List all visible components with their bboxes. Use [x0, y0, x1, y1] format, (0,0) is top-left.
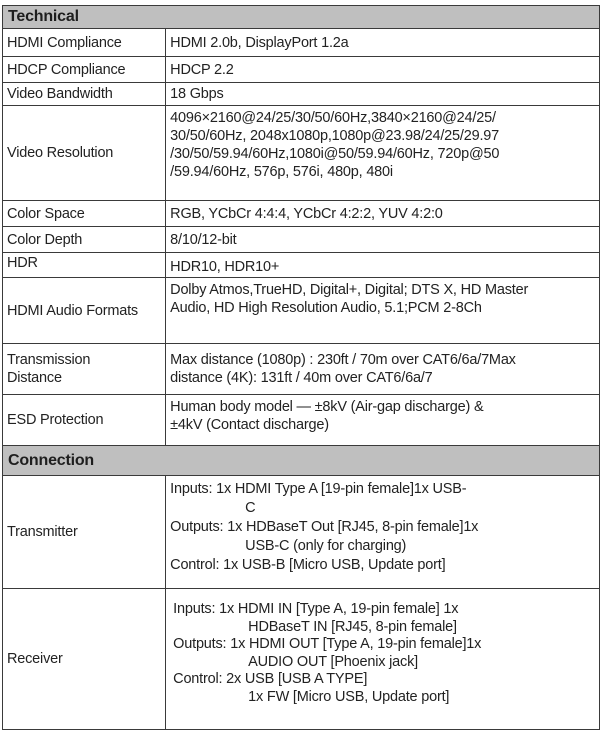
row-label: Color Space	[3, 201, 166, 227]
value-line: Audio, HD High Resolution Audio, 5.1;PCM 2-8Ch	[170, 300, 482, 316]
table-row-transmitter	[3, 476, 600, 589]
table-row-color-space	[3, 201, 600, 227]
row-label: ESD Protection	[3, 395, 166, 446]
row-value: RGB, YCbCr 4:4:4, YCbCr 4:2:2, YUV 4:2:0	[166, 201, 600, 227]
row-value: 8/10/12-bit	[166, 227, 600, 253]
section-header-connection	[3, 446, 600, 476]
table-row-hdr	[3, 253, 600, 278]
value-line: /30/50/59.94/60Hz,1080i@50/59.94/60Hz, 720p@50	[170, 146, 500, 162]
row-value: HDMI 2.0b, DisplayPort 1.2a	[166, 29, 600, 57]
ports-control: Control: 2x USB [USB A TYPE]	[173, 671, 368, 687]
row-label: Color Depth	[3, 227, 166, 253]
value-line: 4096×2160@24/25/30/50/60Hz,3840×2160@24/25/	[170, 110, 496, 126]
row-value: HDR10, HDR10+	[166, 253, 600, 278]
row-label: HDMI Compliance	[3, 29, 166, 57]
row-value	[166, 395, 600, 446]
ports-outputs: Outputs: 1x HDBaseT Out [RJ45, 8-pin female]1x	[170, 519, 479, 535]
ports-inputs-cont: HDBaseT IN [RJ45, 8-pin female]	[248, 618, 457, 635]
ports-inputs: Inputs: 1x HDMI IN [Type A, 19-pin female] 1x	[173, 601, 459, 617]
value-line: Max distance (1080p) : 230ft / 70m over CAT6/6a/7Max	[170, 352, 516, 368]
table-row-transmission-distance	[3, 344, 600, 395]
value-line: ±4kV (Contact discharge)	[170, 417, 329, 433]
row-value	[166, 344, 600, 395]
ports-outputs-cont: USB-C (only for charging)	[245, 538, 407, 554]
ports-outputs-cont: AUDIO OUT [Phoenix jack]	[248, 653, 418, 670]
value-line: 30/50/60Hz, 2048x1080p,1080p@23.98/24/25/29.97	[170, 128, 500, 144]
table-row-hdcp-compliance	[3, 57, 600, 83]
row-label: Video Resolution	[3, 106, 166, 201]
ports-inputs-cont: C	[245, 500, 256, 516]
row-value: 18 Gbps	[166, 83, 600, 106]
row-label: Transmitter	[3, 476, 166, 589]
section-title: Technical	[3, 6, 600, 29]
row-value	[166, 476, 600, 589]
value-line: Human body model — ±8kV (Air-gap discharge) &	[170, 399, 484, 415]
ports-outputs: Outputs: 1x HDMI OUT [Type A, 19-pin female]1x	[173, 636, 482, 652]
value-line: Dolby Atmos,TrueHD, Digital+, Digital; DTS X, HD Master	[170, 282, 529, 298]
table-row-receiver	[3, 589, 600, 730]
row-value	[166, 589, 600, 730]
ports-inputs: Inputs: 1x HDMI Type A [19-pin female]1x USB-	[170, 481, 467, 497]
row-value	[166, 278, 600, 344]
section-title: Connection	[3, 446, 600, 476]
ports-control-cont: 1x FW [Micro USB, Update port]	[248, 688, 450, 705]
table-row-video-resolution	[3, 106, 600, 201]
row-label: HDR	[3, 253, 166, 278]
row-label	[3, 344, 166, 395]
label-line: Distance	[7, 370, 62, 386]
section-header-technical	[3, 6, 600, 29]
table-row-esd-protection	[3, 395, 600, 446]
value-line: distance (4K): 131ft / 40m over CAT6/6a/7	[170, 370, 433, 386]
row-label: Video Bandwidth	[3, 83, 166, 106]
row-label: Receiver	[3, 589, 166, 730]
row-label: HDCP Compliance	[3, 57, 166, 83]
row-label: HDMI Audio Formats	[3, 278, 166, 344]
row-value	[166, 106, 600, 201]
table-row-color-depth	[3, 227, 600, 253]
table-row-hdmi-compliance	[3, 29, 600, 57]
spec-table	[2, 5, 600, 730]
table-row-video-bandwidth	[3, 83, 600, 106]
ports-control: Control: 1x USB-B [Micro USB, Update port]	[170, 557, 446, 573]
value-line: /59.94/60Hz, 576p, 576i, 480p, 480i	[170, 164, 393, 180]
table-row-hdmi-audio-formats	[3, 278, 600, 344]
label-line: Transmission	[7, 352, 91, 368]
row-value: HDCP 2.2	[166, 57, 600, 83]
